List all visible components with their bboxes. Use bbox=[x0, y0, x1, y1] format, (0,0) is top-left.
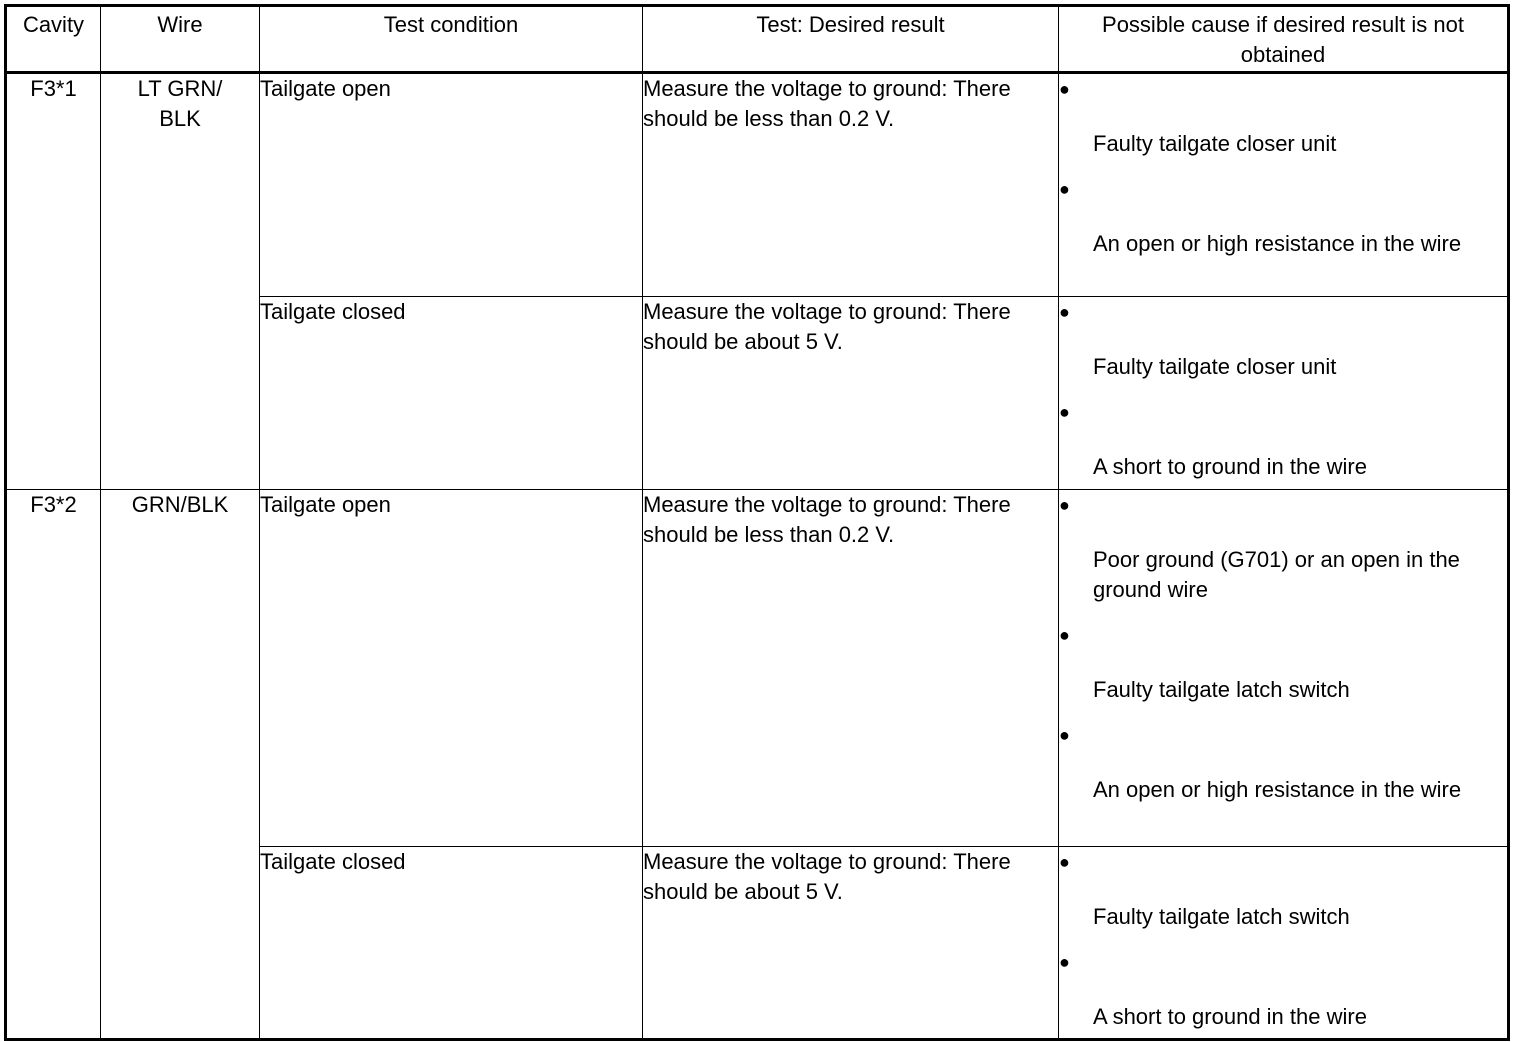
desired-result-cell bbox=[643, 297, 1059, 490]
bullet-icon: ● bbox=[1059, 179, 1070, 199]
test-condition-cell: Tailgate closed bbox=[260, 297, 643, 490]
test-condition-cell: Tailgate open bbox=[260, 73, 643, 297]
possible-cause-cell bbox=[1059, 297, 1508, 490]
cause-text: Poor ground (G701) or an open in the ground wire bbox=[1093, 547, 1460, 602]
cause-item bbox=[1059, 620, 1507, 705]
desired-result-cell bbox=[643, 73, 1059, 297]
test-condition-cell: Tailgate open bbox=[260, 490, 643, 847]
bullet-icon: ● bbox=[1059, 725, 1070, 745]
cause-item bbox=[1059, 490, 1507, 605]
cavity-cell: F3*1 bbox=[7, 73, 101, 490]
desired-result-cell bbox=[643, 847, 1059, 1039]
cause-item bbox=[1059, 74, 1507, 159]
cause-item bbox=[1059, 397, 1507, 482]
desired-result-cell bbox=[643, 490, 1059, 847]
table-row bbox=[7, 73, 1508, 297]
cause-text: Faulty tailgate latch switch bbox=[1093, 677, 1350, 702]
cause-item bbox=[1059, 847, 1507, 932]
bullet-icon: ● bbox=[1059, 495, 1070, 515]
cavity-cell: F3*2 bbox=[7, 490, 101, 1039]
desired-result-text: Measure the voltage to ground: There should be less than 0.2 V. bbox=[643, 76, 1011, 131]
cause-text: Faulty tailgate closer unit bbox=[1093, 354, 1337, 379]
bullet-icon: ● bbox=[1059, 79, 1070, 99]
desired-result-text: Measure the voltage to ground: There should be about 5 V. bbox=[643, 849, 1011, 904]
cause-item bbox=[1059, 174, 1507, 259]
header-possible-cause: Possible cause if desired result is not obtained bbox=[1059, 7, 1508, 73]
cause-item bbox=[1059, 720, 1507, 805]
bullet-icon: ● bbox=[1059, 852, 1070, 872]
diagnostic-table bbox=[6, 6, 1508, 1039]
cause-item bbox=[1059, 297, 1507, 382]
desired-result-text: Measure the voltage to ground: There should be about 5 V. bbox=[643, 299, 1011, 354]
test-condition-cell: Tailgate closed bbox=[260, 847, 643, 1039]
header-wire: Wire bbox=[101, 7, 260, 73]
possible-cause-cell bbox=[1059, 73, 1508, 297]
bullet-icon: ● bbox=[1059, 302, 1070, 322]
cause-text: Faulty tailgate closer unit bbox=[1093, 131, 1337, 156]
header-test-condition: Test condition bbox=[260, 7, 643, 73]
possible-cause-cell bbox=[1059, 847, 1508, 1039]
table-header-row bbox=[7, 7, 1508, 73]
table-row bbox=[7, 490, 1508, 847]
cause-text: An open or high resistance in the wire bbox=[1093, 231, 1462, 256]
bullet-icon: ● bbox=[1059, 402, 1070, 422]
cause-item bbox=[1059, 947, 1507, 1032]
possible-cause-cell bbox=[1059, 490, 1508, 847]
cause-text: A short to ground in the wire bbox=[1093, 1004, 1367, 1029]
header-desired-result: Test: Desired result bbox=[643, 7, 1059, 73]
cause-text: Faulty tailgate latch switch bbox=[1093, 904, 1350, 929]
bullet-icon: ● bbox=[1059, 952, 1070, 972]
desired-result-text: Measure the voltage to ground: There should be less than 0.2 V. bbox=[643, 492, 1011, 547]
wire-cell: LT GRN/ BLK bbox=[101, 73, 260, 490]
wire-cell: GRN/BLK bbox=[101, 490, 260, 1039]
cause-text: An open or high resistance in the wire bbox=[1093, 777, 1462, 802]
header-cavity: Cavity bbox=[7, 7, 101, 73]
cause-text: A short to ground in the wire bbox=[1093, 454, 1367, 479]
bullet-icon: ● bbox=[1059, 625, 1070, 645]
